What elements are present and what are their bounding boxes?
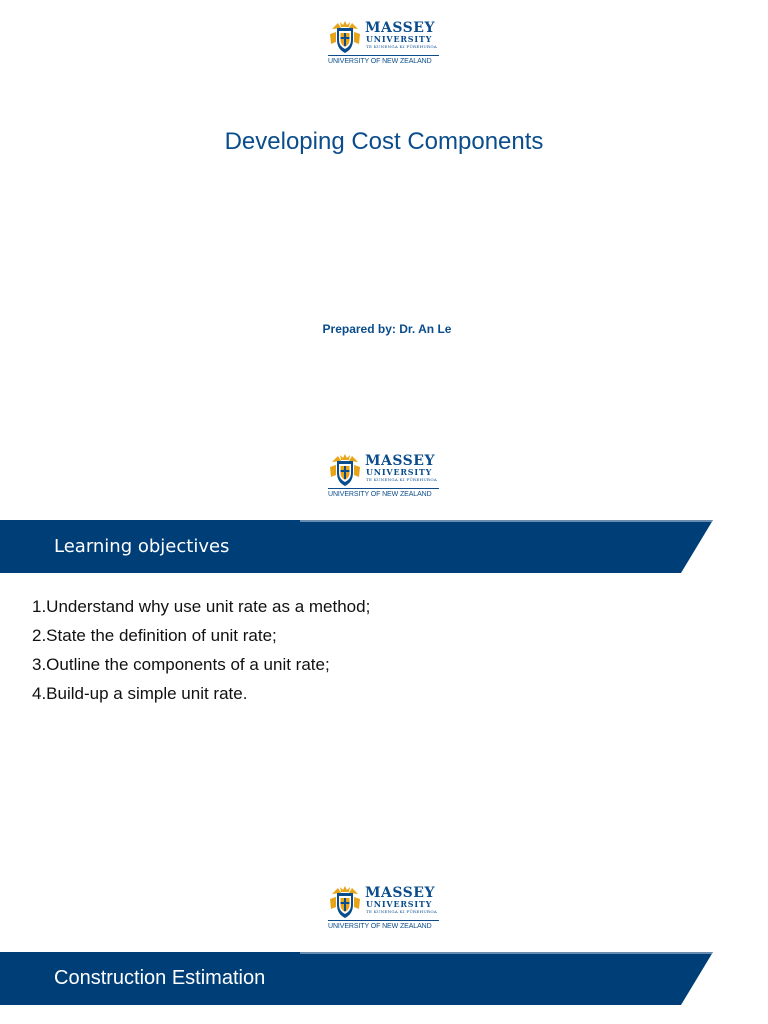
- logo-tagline: UNIVERSITY OF NEW ZEALAND: [328, 491, 432, 498]
- logo-university-text: UNIVERSITY: [366, 467, 433, 477]
- section-heading: Learning objectives: [54, 536, 230, 557]
- massey-logo: [328, 453, 440, 503]
- logo-maori-text: TE KUNENGA KI PŪREHUROA: [366, 477, 438, 482]
- objective-item: 1.Understand why use unit rate as a method;: [32, 597, 371, 616]
- section-heading: Construction Estimation: [54, 967, 266, 989]
- logo-massey-text: MASSEY: [365, 885, 435, 901]
- objective-item: 4.Build-up a simple unit rate.: [32, 684, 248, 703]
- logo-university-text: UNIVERSITY: [366, 899, 433, 909]
- logo-divider: [328, 55, 439, 56]
- slide-title: [0, 0, 768, 432]
- objective-item: 3.Outline the components of a unit rate;: [32, 655, 330, 674]
- crest-icon: [328, 20, 362, 54]
- section-banner: [0, 520, 713, 573]
- slide-title-text: Developing Cost Components: [224, 128, 544, 155]
- logo-university-text: UNIVERSITY: [366, 34, 433, 44]
- logo-maori-text: TE KUNENGA KI PŪREHUROA: [366, 909, 438, 914]
- logo-divider: [328, 488, 439, 489]
- crest-icon: [328, 885, 362, 919]
- logo-divider: [328, 920, 439, 921]
- logo-wordmark: [365, 21, 441, 50]
- logo-tagline: UNIVERSITY OF NEW ZEALAND: [328, 923, 432, 930]
- objective-item: 2.State the definition of unit rate;: [32, 626, 277, 645]
- section-banner: [0, 952, 713, 1005]
- logo-maori-text: TE KUNENGA KI PŪREHUROA: [366, 44, 438, 49]
- logo-massey-text: MASSEY: [365, 453, 435, 469]
- slide-learning-objectives: [0, 432, 768, 864]
- crest-icon: [328, 453, 362, 487]
- logo-tagline: UNIVERSITY OF NEW ZEALAND: [328, 58, 432, 65]
- logo-wordmark: [365, 886, 441, 915]
- logo-massey-text: MASSEY: [365, 20, 435, 36]
- logo-wordmark: [365, 454, 441, 483]
- slide-construction-estimation: [0, 864, 768, 1024]
- massey-logo: [328, 20, 440, 70]
- prepared-by-text: Prepared by: Dr. An Le: [322, 322, 452, 336]
- objectives-list: [32, 592, 370, 708]
- massey-logo: [328, 885, 440, 935]
